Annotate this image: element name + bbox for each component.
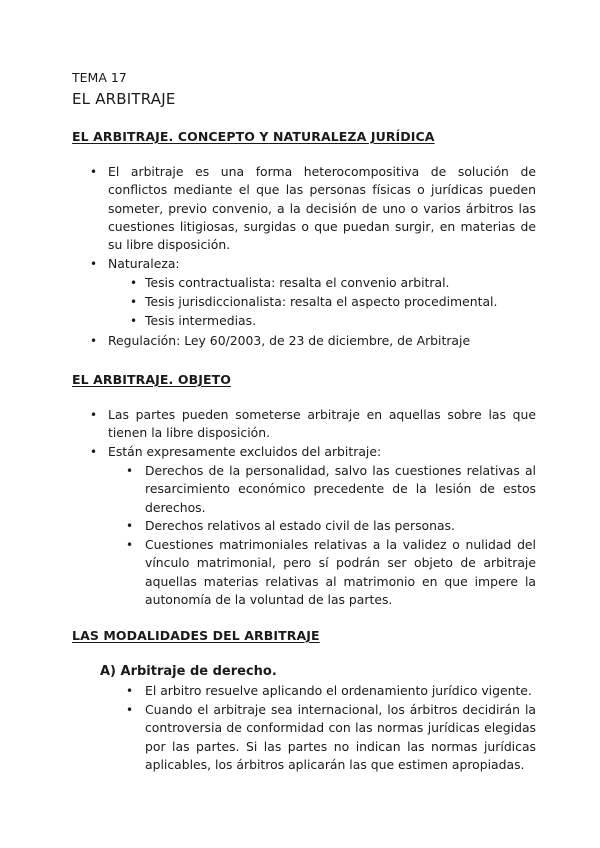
bullet-icon: •	[126, 703, 134, 717]
bullet-icon: •	[90, 334, 98, 348]
bullet-icon: •	[130, 314, 138, 328]
bullet-icon: •	[90, 165, 98, 179]
bullet-icon: •	[126, 464, 134, 478]
list-item-tesis-intermedias: Tesis intermedias.	[145, 313, 257, 328]
list-item-personalidad: Derechos de la personalidad, salvo las cuestiones relativas al resarcimiento económico precedente de la lesión de estos derechos.	[145, 463, 536, 515]
page-title: EL ARBITRAJE	[72, 90, 176, 108]
bullet-icon: •	[130, 276, 138, 290]
list-item-ordenamiento: El arbitro resuelve aplicando el ordenamiento jurídico vigente.	[145, 683, 532, 698]
bullet-icon: •	[90, 445, 98, 459]
list-item-regulacion: Regulación: Ley 60/2003, de 23 de diciembre, de Arbitraje	[108, 333, 471, 348]
list-item-tesis-jurisdiccionalista: Tesis jurisdiccionalista: resalta el aspecto procedimental.	[145, 294, 498, 309]
list-item-excluidos: Están expresamente excluidos del arbitraje:	[108, 444, 382, 459]
bullet-icon: •	[90, 257, 98, 271]
tema-label: TEMA 17	[72, 70, 127, 85]
section-heading-modalidades: LAS MODALIDADES DEL ARBITRAJE	[72, 628, 320, 643]
bullet-icon: •	[126, 519, 134, 533]
list-item-naturaleza: Naturaleza:	[108, 256, 180, 271]
section-heading-concepto: EL ARBITRAJE. CONCEPTO Y NATURALEZA JURÍDICA	[72, 129, 435, 144]
bullet-icon: •	[126, 538, 134, 552]
list-item-matrimoniales: Cuestiones matrimoniales relativas a la validez o nulidad del vínculo matrimonial, pero sí podrán ser objeto de arbitraje aquellas materias relativas al matrimonio en que impere la autonomía de la voluntad de las partes.	[145, 537, 536, 607]
paragraph-libre-disposicion: Las partes pueden someterse arbitraje en aquellas sobre las que tienen la libre disposición.	[108, 407, 536, 441]
paragraph-definicion: El arbitraje es una forma heterocompositiva de solución de conflictos mediante el que las personas físicas o jurídicas pueden someter, previo convenio, a la decisión de uno o varios árbitros las cuestiones litigiosas, surgidas o que puedan surgir, en materias de su libre disposición.	[108, 164, 536, 253]
subheading-arbitraje-derecho: A) Arbitraje de derecho.	[100, 664, 277, 679]
bullet-icon: •	[90, 408, 98, 422]
section-heading-objeto: EL ARBITRAJE. OBJETO	[72, 372, 231, 387]
list-item-tesis-contractualista: Tesis contractualista: resalta el convenio arbitral.	[145, 275, 450, 290]
list-item-internacional: Cuando el arbitraje sea internacional, los árbitros decidirán la controversia de conformidad con las normas jurídicas elegidas por las partes. Si las partes no indican las normas jurídicas aplicables, los árbitros aplicarán las que estimen apropiadas.	[145, 702, 536, 772]
bullet-icon: •	[130, 295, 138, 309]
bullet-icon: •	[126, 684, 134, 698]
list-item-estado-civil: Derechos relativos al estado civil de las personas.	[145, 518, 455, 533]
